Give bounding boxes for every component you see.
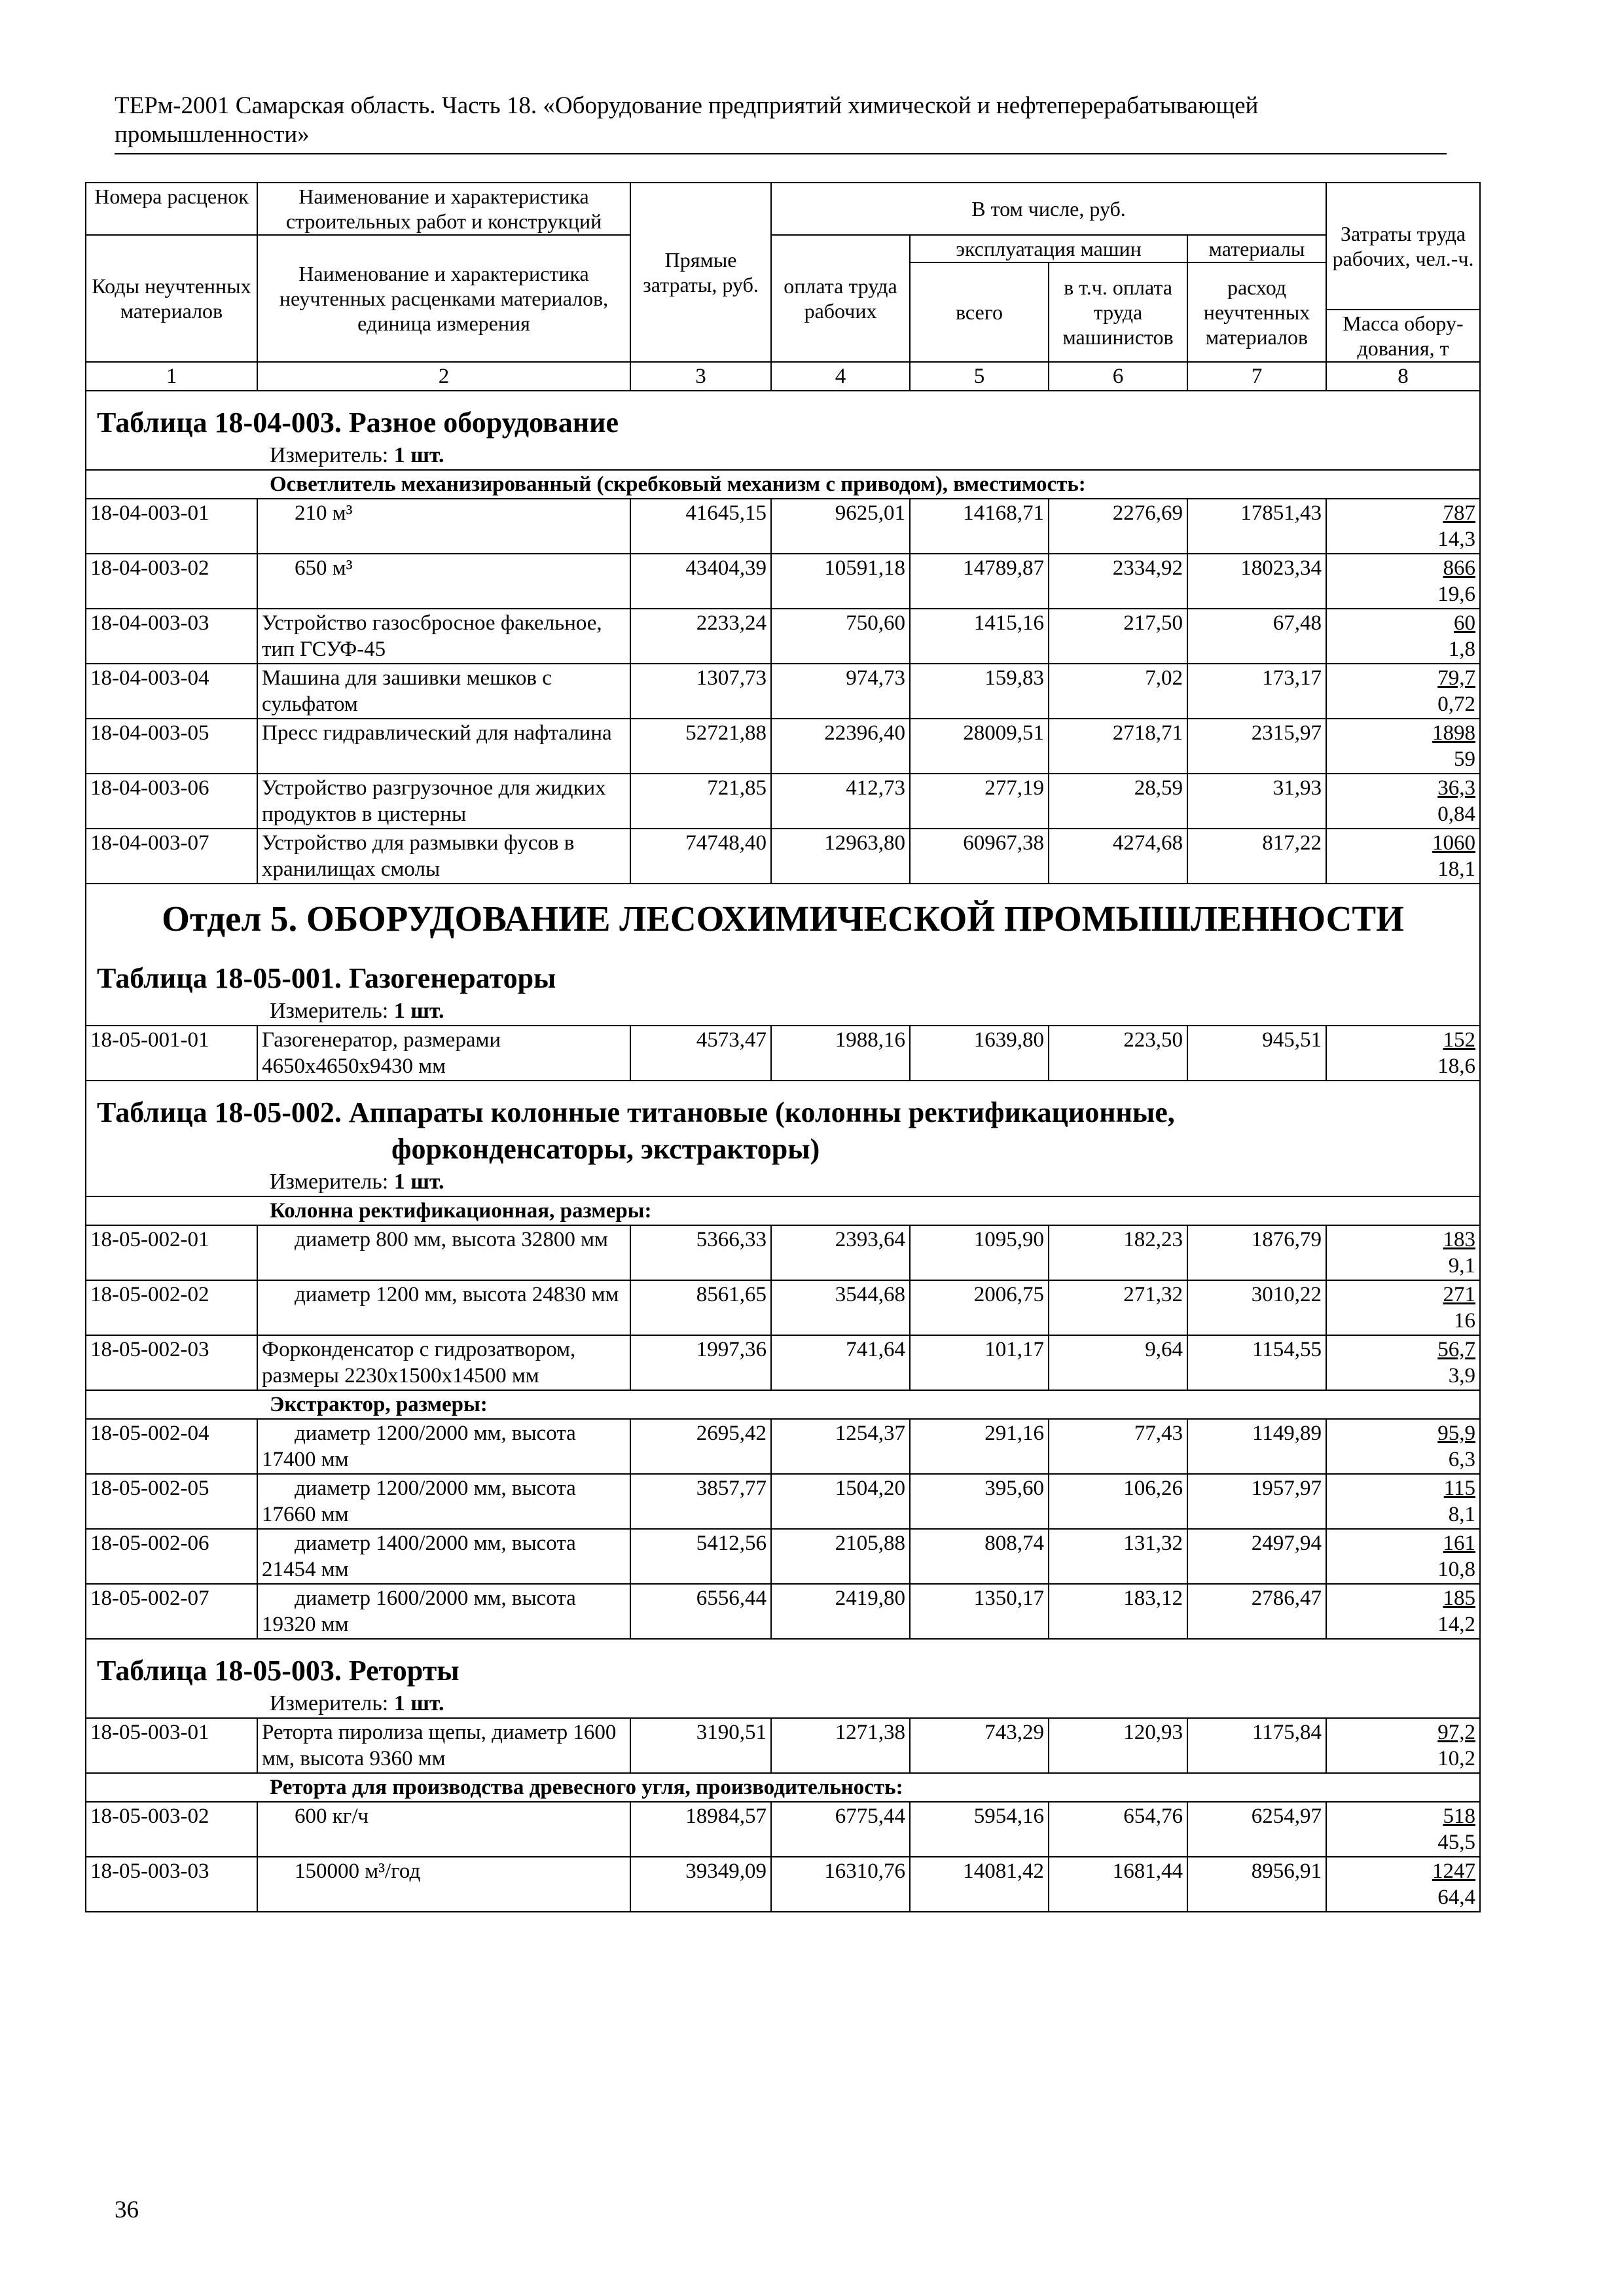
materials: 18023,34	[1187, 554, 1326, 609]
measure-line: Измеритель: 1 шт.	[86, 997, 1480, 1026]
machines-total: 808,74	[910, 1529, 1049, 1584]
labor-pay: 9625,01	[771, 499, 910, 554]
col4-header: оплата труда рабочих	[771, 235, 910, 362]
machinists-pay: 183,12	[1049, 1584, 1187, 1639]
materials: 945,51	[1187, 1026, 1326, 1081]
labor-pay: 1988,16	[771, 1026, 910, 1081]
machinists-pay: 4274,68	[1049, 829, 1187, 884]
col-number: 1	[86, 362, 257, 391]
table-18-05-001	[86, 884, 1480, 1081]
col-number: 8	[1326, 362, 1480, 391]
labor-pay: 2105,88	[771, 1529, 910, 1584]
col-number: 3	[630, 362, 771, 391]
rate-name: диаметр 1600/2000 мм, высота 19320 мм	[257, 1584, 630, 1639]
col6-header: в т.ч. оплата труда машинистов	[1049, 262, 1187, 362]
materials: 8956,91	[1187, 1857, 1326, 1912]
rate-code: 18-05-003-02	[86, 1802, 257, 1857]
materials: 2315,97	[1187, 719, 1326, 774]
direct-cost: 1997,36	[630, 1335, 771, 1390]
machines-total: 1415,16	[910, 609, 1049, 664]
machinists-pay: 7,02	[1049, 664, 1187, 719]
table-row	[86, 1225, 1480, 1280]
table-row	[86, 1584, 1480, 1639]
table-row	[86, 499, 1480, 554]
rate-name: 650 м³	[295, 556, 353, 580]
machines-total: 291,16	[910, 1419, 1049, 1474]
labor-pay: 22396,40	[771, 719, 910, 774]
col-number: 2	[257, 362, 630, 391]
labor-mass: 1898 59	[1326, 719, 1480, 774]
measure-line: Измеритель: 1 шт.	[86, 1690, 1480, 1718]
rate-name: диаметр 1200/2000 мм, высота 17400 мм	[257, 1419, 630, 1474]
table-row	[86, 664, 1480, 719]
table-row	[86, 1718, 1480, 1773]
col-number: 6	[1049, 362, 1187, 391]
direct-cost: 18984,57	[630, 1802, 771, 1857]
labor-mass: 271 16	[1326, 1280, 1480, 1335]
machines-total: 14081,42	[910, 1857, 1049, 1912]
rate-code: 18-05-001-01	[86, 1026, 257, 1081]
col2-bottom: Наименование и характеристика неучтенных расценками материалов, единица измерения	[257, 235, 630, 362]
machines-total: 14789,87	[910, 554, 1049, 609]
materials: 2497,94	[1187, 1529, 1326, 1584]
labor-pay: 974,73	[771, 664, 910, 719]
labor-mass: 115 8,1	[1326, 1474, 1480, 1529]
machines-total: 1639,80	[910, 1026, 1049, 1081]
table-row	[86, 1474, 1480, 1529]
rate-name: Машина для зашивки мешков с сульфатом	[257, 664, 630, 719]
labor-pay: 412,73	[771, 774, 910, 829]
machinists-pay: 182,23	[1049, 1225, 1187, 1280]
machines-total: 5954,16	[910, 1802, 1049, 1857]
rate-code: 18-05-002-03	[86, 1335, 257, 1390]
machines-header: эксплуатация машин	[910, 235, 1187, 262]
col8-bottom: Масса обору-дования, т	[1326, 310, 1480, 362]
table-row	[86, 719, 1480, 774]
machinists-pay: 120,93	[1049, 1718, 1187, 1773]
labor-pay: 1254,37	[771, 1419, 910, 1474]
group-label: Экстрактор, размеры:	[86, 1390, 1480, 1419]
table-title: Таблица 18-05-002. Аппараты колонные титановые (колонны ректификационные, форконденсаторы, экстракторы)	[86, 1081, 1480, 1168]
labor-mass: 866 19,6	[1326, 554, 1480, 609]
table-title: Таблица 18-04-003. Разное оборудование	[86, 391, 1480, 442]
rates-table	[85, 182, 1481, 1912]
direct-cost: 5412,56	[630, 1529, 771, 1584]
machines-total: 159,83	[910, 664, 1049, 719]
labor-mass: 787 14,3	[1326, 499, 1480, 554]
table-row	[86, 1335, 1480, 1390]
table-row	[86, 1280, 1480, 1335]
measure-line: Измеритель: 1 шт.	[86, 1168, 1480, 1196]
col7-header: расход неучтенных материалов	[1187, 262, 1326, 362]
rate-name: 210 м³	[295, 501, 353, 525]
labor-pay: 16310,76	[771, 1857, 910, 1912]
machinists-pay: 2276,69	[1049, 499, 1187, 554]
col-number: 7	[1187, 362, 1326, 391]
table-title: Таблица 18-05-003. Реторты	[86, 1639, 1480, 1690]
measure-line: Измеритель: 1 шт.	[86, 442, 1480, 470]
table-row	[86, 1857, 1480, 1912]
table-row	[86, 1529, 1480, 1584]
labor-mass: 95,9 6,3	[1326, 1419, 1480, 1474]
rate-name: Устройство для размывки фусов в хранилищах смолы	[257, 829, 630, 884]
col1-bottom: Коды неучтенных материалов	[86, 235, 257, 362]
labor-pay: 2419,80	[771, 1584, 910, 1639]
rate-name: 150000 м³/год	[295, 1859, 421, 1883]
rate-code: 18-04-003-06	[86, 774, 257, 829]
labor-mass: 185 14,2	[1326, 1584, 1480, 1639]
rate-code: 18-05-002-06	[86, 1529, 257, 1584]
rate-name: диаметр 1200 мм, высота 24830 мм	[257, 1280, 630, 1335]
rate-code: 18-04-003-02	[86, 554, 257, 609]
rate-code: 18-05-002-05	[86, 1474, 257, 1529]
rate-name: Устройство газосбросное факельное, тип ГСУФ-45	[257, 609, 630, 664]
labor-pay: 1504,20	[771, 1474, 910, 1529]
table-row	[86, 1802, 1480, 1857]
labor-mass: 1247 64,4	[1326, 1857, 1480, 1912]
table-18-05-003	[86, 1639, 1480, 1912]
materials: 2786,47	[1187, 1584, 1326, 1639]
col-number: 5	[910, 362, 1049, 391]
materials: 3010,22	[1187, 1280, 1326, 1335]
labor-mass: 97,2 10,2	[1326, 1718, 1480, 1773]
direct-cost: 43404,39	[630, 554, 771, 609]
direct-cost: 5366,33	[630, 1225, 771, 1280]
direct-cost: 6556,44	[630, 1584, 771, 1639]
rate-code: 18-04-003-03	[86, 609, 257, 664]
rate-name: Устройство разгрузочное для жидких продуктов в цистерны	[257, 774, 630, 829]
labor-pay: 750,60	[771, 609, 910, 664]
machinists-pay: 2334,92	[1049, 554, 1187, 609]
materials: 817,22	[1187, 829, 1326, 884]
materials: 1149,89	[1187, 1419, 1326, 1474]
page-number: 36	[115, 2197, 139, 2223]
table-title: Таблица 18-05-001. Газогенераторы	[86, 947, 1480, 997]
materials: 1154,55	[1187, 1335, 1326, 1390]
direct-cost: 1307,73	[630, 664, 771, 719]
rate-name: Реторта пиролиза щепы, диаметр 1600 мм, высота 9360 мм	[257, 1718, 630, 1773]
col8-top: Затраты труда рабочих, чел.-ч.	[1326, 183, 1480, 310]
machines-total: 60967,38	[910, 829, 1049, 884]
labor-mass: 161 10,8	[1326, 1529, 1480, 1584]
rate-code: 18-04-003-05	[86, 719, 257, 774]
machinists-pay: 223,50	[1049, 1026, 1187, 1081]
labor-pay: 10591,18	[771, 554, 910, 609]
labor-mass: 152 18,6	[1326, 1026, 1480, 1081]
direct-cost: 721,85	[630, 774, 771, 829]
machinists-pay: 106,26	[1049, 1474, 1187, 1529]
col2-top: Наименование и характеристика строительных работ и конструкций	[257, 183, 630, 235]
materials: 173,17	[1187, 664, 1326, 719]
labor-mass: 79,7 0,72	[1326, 664, 1480, 719]
table-18-04-003	[86, 391, 1480, 884]
group-label: Колонна ректификационная, размеры:	[86, 1196, 1480, 1225]
labor-mass: 36,3 0,84	[1326, 774, 1480, 829]
group-label: Реторта для производства древесного угля, производительность:	[86, 1773, 1480, 1802]
rate-code: 18-05-003-01	[86, 1718, 257, 1773]
materials: 67,48	[1187, 609, 1326, 664]
machinists-pay: 1681,44	[1049, 1857, 1187, 1912]
machines-total: 277,19	[910, 774, 1049, 829]
section-title: Отдел 5. ОБОРУДОВАНИЕ ЛЕСОХИМИЧЕСКОЙ ПРОМЫШЛЕННОСТИ	[86, 884, 1480, 947]
rate-code: 18-05-002-02	[86, 1280, 257, 1335]
direct-cost: 2695,42	[630, 1419, 771, 1474]
labor-mass: 518 45,5	[1326, 1802, 1480, 1857]
direct-cost: 4573,47	[630, 1026, 771, 1081]
table-row	[86, 609, 1480, 664]
rate-name: диаметр 1400/2000 мм, высота 21454 мм	[257, 1529, 630, 1584]
machinists-pay: 9,64	[1049, 1335, 1187, 1390]
table-header	[86, 183, 1480, 391]
machines-total: 1350,17	[910, 1584, 1049, 1639]
col1-top: Номера расценок	[86, 183, 257, 235]
materials: 6254,97	[1187, 1802, 1326, 1857]
rate-code: 18-05-002-07	[86, 1584, 257, 1639]
labor-pay: 2393,64	[771, 1225, 910, 1280]
table-row	[86, 829, 1480, 884]
materials: 1957,97	[1187, 1474, 1326, 1529]
machines-total: 14168,71	[910, 499, 1049, 554]
machinists-pay: 2718,71	[1049, 719, 1187, 774]
rate-code: 18-04-003-04	[86, 664, 257, 719]
rate-name: диаметр 800 мм, высота 32800 мм	[257, 1225, 630, 1280]
rate-name: 600 кг/ч	[295, 1804, 369, 1828]
direct-cost: 74748,40	[630, 829, 771, 884]
direct-cost: 39349,09	[630, 1857, 771, 1912]
machinists-pay: 654,76	[1049, 1802, 1187, 1857]
group-label: Осветлитель механизированный (скребковый механизм с приводом), вместимость:	[86, 470, 1480, 499]
machinists-pay: 28,59	[1049, 774, 1187, 829]
machinists-pay: 217,50	[1049, 609, 1187, 664]
col5-header: всего	[910, 262, 1049, 362]
rate-code: 18-05-002-01	[86, 1225, 257, 1280]
table-row	[86, 554, 1480, 609]
materials-header: материалы	[1187, 235, 1326, 262]
labor-pay: 12963,80	[771, 829, 910, 884]
col3-header: Прямые затраты, руб.	[630, 183, 771, 362]
labor-mass: 60 1,8	[1326, 609, 1480, 664]
rate-code: 18-05-002-04	[86, 1419, 257, 1474]
machinists-pay: 77,43	[1049, 1419, 1187, 1474]
direct-cost: 52721,88	[630, 719, 771, 774]
incl-header: В том числе, руб.	[771, 183, 1326, 235]
rate-name: Форконденсатор с гидрозатвором, размеры 2230x1500x14500 мм	[257, 1335, 630, 1390]
page-header: ТЕРм-2001 Самарская область. Часть 18. «Оборудование предприятий химической и нефтеперерабатывающей промышленности»	[115, 92, 1447, 154]
direct-cost: 3190,51	[630, 1718, 771, 1773]
labor-pay: 1271,38	[771, 1718, 910, 1773]
direct-cost: 3857,77	[630, 1474, 771, 1529]
materials: 17851,43	[1187, 499, 1326, 554]
rate-code: 18-04-003-01	[86, 499, 257, 554]
direct-cost: 8561,65	[630, 1280, 771, 1335]
direct-cost: 41645,15	[630, 499, 771, 554]
materials: 1175,84	[1187, 1718, 1326, 1773]
rate-code: 18-05-003-03	[86, 1857, 257, 1912]
machines-total: 2006,75	[910, 1280, 1049, 1335]
labor-mass: 183 9,1	[1326, 1225, 1480, 1280]
labor-pay: 741,64	[771, 1335, 910, 1390]
rate-name: диаметр 1200/2000 мм, высота 17660 мм	[257, 1474, 630, 1529]
labor-mass: 56,7 3,9	[1326, 1335, 1480, 1390]
machinists-pay: 131,32	[1049, 1529, 1187, 1584]
table-row	[86, 1026, 1480, 1081]
machines-total: 101,17	[910, 1335, 1049, 1390]
materials: 31,93	[1187, 774, 1326, 829]
table-row	[86, 1419, 1480, 1474]
machines-total: 1095,90	[910, 1225, 1049, 1280]
machines-total: 28009,51	[910, 719, 1049, 774]
table-18-05-002	[86, 1081, 1480, 1639]
machines-total: 743,29	[910, 1718, 1049, 1773]
direct-cost: 2233,24	[630, 609, 771, 664]
labor-pay: 3544,68	[771, 1280, 910, 1335]
materials: 1876,79	[1187, 1225, 1326, 1280]
rate-name: Газогенератор, размерами 4650x4650x9430 мм	[257, 1026, 630, 1081]
machinists-pay: 271,32	[1049, 1280, 1187, 1335]
machines-total: 395,60	[910, 1474, 1049, 1529]
rate-name: Пресс гидравлический для нафталина	[257, 719, 630, 774]
table-row	[86, 774, 1480, 829]
rate-code: 18-04-003-07	[86, 829, 257, 884]
col-number: 4	[771, 362, 910, 391]
labor-pay: 6775,44	[771, 1802, 910, 1857]
labor-mass: 1060 18,1	[1326, 829, 1480, 884]
